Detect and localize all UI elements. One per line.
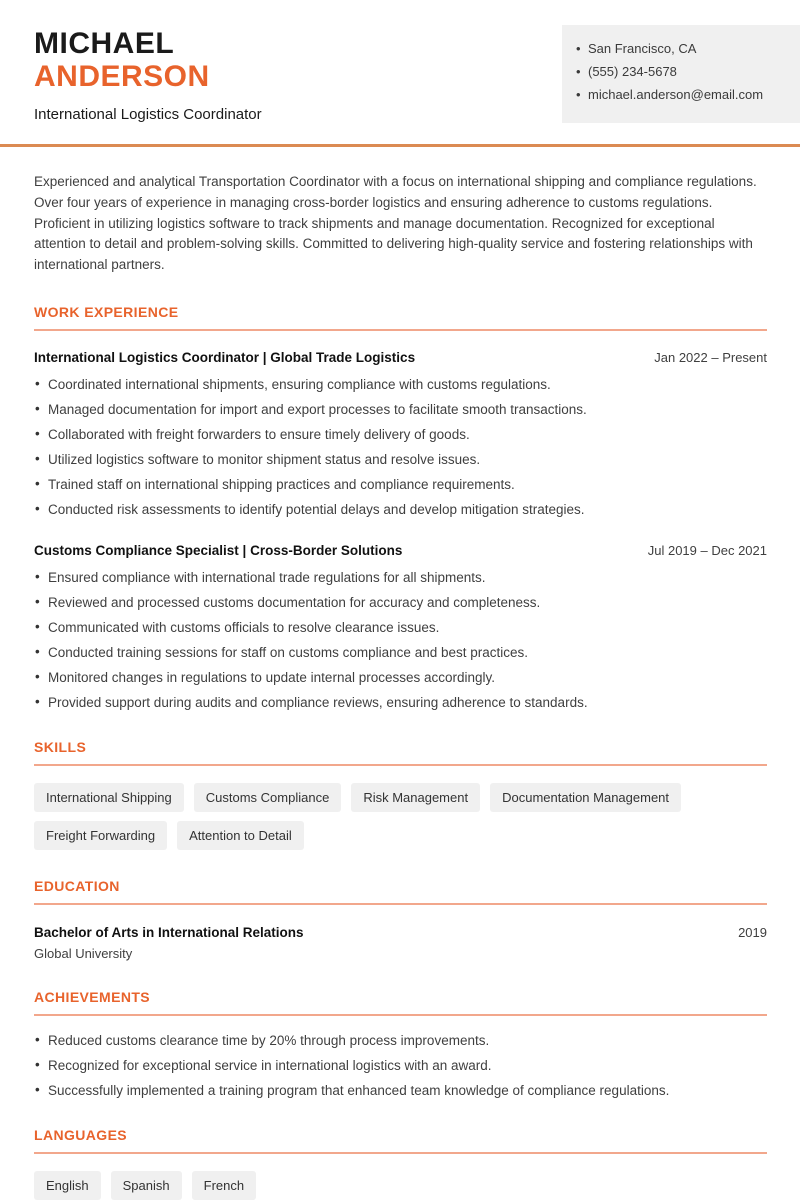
skills-chip-list: [34, 783, 767, 850]
job-header: [34, 543, 767, 558]
contact-item: • michael.anderson@email.com: [588, 87, 784, 103]
job-bullet-list: [34, 377, 767, 518]
section-divider: [34, 329, 767, 331]
job-entry: [34, 350, 767, 518]
job-entry: [34, 543, 767, 711]
name: [34, 27, 262, 93]
summary-paragraph: Experienced and analytical Transportation Coordinator with a focus on international shipping and compliance regulations. Over four years of experience in managing cross-border logistics and ensuring adherence to customs regulations. Proficient in utilizing logistics software to track shipments and manage documentation. Recognized for exceptional attention to detail and problem-solving skills. Committed to delivering high-quality service and fostering relationships with international partners.: [34, 174, 757, 273]
language-chip: French: [192, 1171, 256, 1200]
job-bullet: • Provided support during audits and compliance reviews, ensuring adherence to standards.: [34, 695, 767, 711]
achievement-bullet: • Recognized for exceptional service in international logistics with an award.: [34, 1058, 767, 1074]
header-divider: [0, 144, 800, 147]
job-bullet: • Ensured compliance with international trade regulations for all shipments.: [34, 570, 767, 586]
graduation-year: 2019: [738, 924, 767, 940]
last-name: ANDERSON: [34, 60, 210, 93]
education-header: [34, 925, 767, 940]
job-bullet-list: [34, 570, 767, 711]
section-divider: [34, 1014, 767, 1016]
job-dates: Jan 2022 – Present: [654, 349, 767, 365]
achievement-bullet: • Reduced customs clearance time by 20% through process improvements.: [34, 1033, 767, 1049]
job-bullet: • Trained staff on international shipping practices and compliance requirements.: [34, 477, 767, 493]
education-heading: EDUCATION: [34, 877, 120, 894]
first-name: MICHAEL: [34, 27, 175, 60]
job-bullet: • Monitored changes in regulations to update internal processes accordingly.: [34, 670, 767, 686]
section-achievements: [34, 989, 767, 1099]
skill-chip: Customs Compliance: [194, 783, 342, 812]
section-divider: [34, 903, 767, 905]
section-skills: [34, 739, 767, 850]
section-education: [34, 878, 767, 961]
skill-chip: Freight Forwarding: [34, 821, 167, 850]
job-bullet: • Conducted training sessions for staff on customs compliance and best practices.: [34, 645, 767, 661]
language-chip: English: [34, 1171, 101, 1200]
skill-chip: Documentation Management: [490, 783, 681, 812]
achievement-list: [34, 1033, 767, 1099]
contact-item: • San Francisco, CA: [588, 41, 784, 57]
job-dates: Jul 2019 – Dec 2021: [647, 542, 767, 558]
section-divider: [34, 764, 767, 766]
job-bullet: • Utilized logistics software to monitor shipment status and resolve issues.: [34, 452, 767, 468]
achievement-bullet: • Successfully implemented a training program that enhanced team knowledge of compliance regulations.: [34, 1083, 767, 1099]
header: [0, 0, 800, 123]
languages-heading: LANGUAGES: [34, 1126, 128, 1143]
job-bullet: • Collaborated with freight forwarders to ensure timely delivery of goods.: [34, 427, 767, 443]
contact-list: [576, 41, 784, 103]
job-header: [34, 350, 767, 365]
name-block: [34, 25, 262, 123]
job-title: International Logistics Coordinator | Global Trade Logistics: [34, 349, 416, 365]
section-work-experience: [34, 304, 767, 711]
job-title: Customs Compliance Specialist | Cross-Border Solutions: [34, 542, 403, 558]
job-bullet: • Coordinated international shipments, ensuring compliance with customs regulations.: [34, 377, 767, 393]
skill-chip: Risk Management: [351, 783, 480, 812]
job-bullet: • Managed documentation for import and export processes to facilitate smooth transactions.: [34, 402, 767, 418]
job-bullet: • Conducted risk assessments to identify potential delays and develop mitigation strategies.: [34, 502, 767, 518]
section-languages: [34, 1127, 767, 1200]
degree-title: Bachelor of Arts in International Relations: [34, 924, 304, 940]
work-experience-heading: WORK EXPERIENCE: [34, 303, 179, 320]
education-entry: [34, 925, 767, 961]
job-bullet: • Communicated with customs officials to resolve clearance issues.: [34, 620, 767, 636]
school-name: Global University: [34, 945, 133, 961]
achievements-heading: ACHIEVEMENTS: [34, 988, 151, 1005]
header-job-title: International Logistics Coordinator: [34, 106, 262, 123]
job-bullet: • Reviewed and processed customs documentation for accuracy and completeness.: [34, 595, 767, 611]
contact-box: [562, 25, 800, 123]
skills-heading: SKILLS: [34, 738, 87, 755]
section-divider: [34, 1152, 767, 1154]
contact-item: • (555) 234-5678: [588, 64, 784, 80]
skill-chip: Attention to Detail: [177, 821, 304, 850]
language-chip: Spanish: [111, 1171, 182, 1200]
language-chip-list: [34, 1171, 767, 1200]
skill-chip: International Shipping: [34, 783, 184, 812]
